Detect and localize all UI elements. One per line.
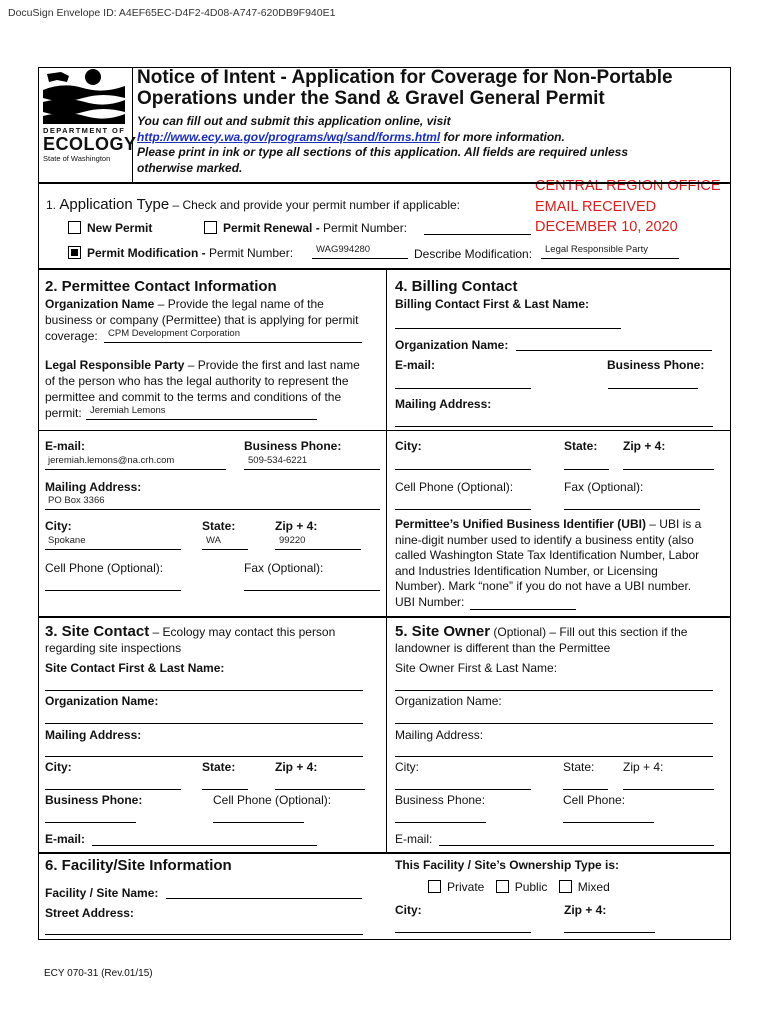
header-divider — [38, 182, 731, 184]
s3-desc2: regarding site inspections — [45, 641, 182, 655]
modification-option[interactable] — [68, 245, 293, 261]
s3-email-label: E-mail: — [45, 832, 86, 846]
s1-num: 1. — [46, 198, 57, 212]
public-checkbox[interactable] — [496, 880, 509, 893]
page-title — [137, 67, 727, 109]
s4-fax-field[interactable] — [564, 509, 700, 510]
s6-heading: 6. Facility/Site Information — [45, 857, 232, 874]
logo-state: State of Washington — [43, 154, 111, 163]
s2-email-field — [45, 469, 226, 470]
modification-permit-number-field — [312, 258, 408, 259]
s2-fax-label: Fax (Optional): — [244, 561, 324, 575]
renewal-checkbox[interactable] — [204, 221, 217, 234]
stamp-line-3: DECEMBER 10, 2020 — [535, 219, 678, 235]
s2-zip-label: Zip + 4: — [275, 519, 318, 533]
s5-org-label: Organization Name: — [395, 694, 502, 708]
s2-mail-value[interactable]: PO Box 3366 — [48, 495, 105, 506]
s2-lrp-desc2: of the person who has the legal authority to represent the — [45, 374, 349, 388]
s2-email-label: E-mail: — [45, 439, 86, 453]
s4-city-label: City: — [395, 439, 422, 453]
logo-dept: DEPARTMENT OF — [43, 126, 126, 135]
s2-lrp-desc4: permit: — [45, 406, 82, 420]
s4-phone-label: Business Phone: — [607, 358, 705, 372]
modification-label: Permit Modification - — [87, 246, 210, 260]
s4-state-field[interactable] — [564, 469, 609, 470]
s1-heading — [46, 196, 460, 213]
s3-phone-label: Business Phone: — [45, 793, 143, 807]
title-line-2: Operations under the Sand & Gravel General Permit — [137, 88, 605, 109]
s4-email-label: E-mail: — [395, 358, 436, 372]
s2-org-desc3: coverage: — [45, 329, 98, 343]
s2-email-value[interactable]: jeremiah.lemons@na.crh.com — [48, 455, 175, 466]
envelope-id: DocuSign Envelope ID: A4EF65EC-D4F2-4D08-A747-620DB9F940E1 — [8, 7, 336, 19]
s4-mail-label: Mailing Address: — [395, 397, 492, 411]
s5-name-field[interactable] — [395, 690, 713, 691]
s4-org-field[interactable] — [516, 350, 712, 351]
s3-zip-label: Zip + 4: — [275, 760, 318, 774]
renewal-option[interactable] — [204, 220, 407, 236]
s2-lrp-value[interactable]: Jeremiah Lemons — [90, 405, 166, 416]
ecology-logo-icon — [43, 68, 125, 124]
s2-lrp-field — [86, 419, 317, 420]
intro-line-1: You can fill out and submit this application online, visit — [137, 114, 451, 128]
stamp-line-1: CENTRAL REGION OFFICE — [535, 178, 721, 194]
s2-org-field — [104, 342, 362, 343]
renewal-permit-number-label: Permit Number: — [323, 221, 408, 235]
received-stamp — [535, 176, 721, 238]
s5-cell-label: Cell Phone: — [563, 793, 626, 807]
s5-org-field[interactable] — [395, 723, 713, 724]
s5-title: 5. Site Owner — [395, 623, 491, 640]
s5-mail-label: Mailing Address: — [395, 728, 484, 742]
s1-title: Application Type — [59, 196, 170, 213]
s5-phone-label: Business Phone: — [395, 793, 486, 807]
describe-mod-value[interactable]: Legal Responsible Party — [545, 244, 648, 255]
renewal-label: Permit Renewal - — [223, 221, 324, 235]
s2-fax-field[interactable] — [244, 590, 380, 591]
intro-line-2-suffix: for more information. — [440, 129, 565, 144]
s1-desc: – Check and provide your permit number if applicable: — [169, 198, 460, 212]
s3-org-field[interactable] — [45, 723, 363, 724]
s2-lrp-desc1: – Provide the first and last name — [184, 358, 360, 372]
s2-phone-value[interactable]: 509-534-6221 — [248, 455, 308, 466]
public-label: Public — [514, 880, 548, 894]
s3-heading — [45, 624, 381, 656]
s2-mail-label: Mailing Address: — [45, 480, 142, 494]
title-line-1: Notice of Intent - Application for Coverage for Non-Portable — [137, 67, 673, 88]
s2-city-field — [45, 549, 181, 550]
s2-cell-field[interactable] — [45, 590, 181, 591]
intro-line-4: otherwise marked. — [137, 160, 243, 175]
s2-org-desc1: – Provide the legal name of the — [154, 297, 324, 311]
modification-permit-number-value[interactable]: WAG994280 — [316, 244, 371, 255]
form-number-footer: ECY 070-31 (Rev.01/15) — [44, 968, 153, 979]
s6-city-field[interactable] — [395, 932, 531, 933]
s1-divider — [38, 268, 731, 270]
s3-state-label: State: — [202, 760, 236, 774]
s4-zip-field[interactable] — [623, 469, 714, 470]
ecology-logo — [43, 68, 137, 176]
s6-street-label: Street Address: — [45, 906, 134, 920]
s2-lrp-desc3: permittee and commit to the terms and conditions of the — [45, 390, 342, 404]
s5-city-label: City: — [395, 760, 419, 774]
s5-mail-field[interactable] — [395, 756, 713, 757]
s5-state-field[interactable] — [563, 789, 608, 790]
s5-desc2: landowner is different than the Permittee — [395, 641, 611, 655]
s6-city-label: City: — [395, 903, 422, 917]
s5-cell-field[interactable] — [563, 822, 654, 823]
s4-phone-field[interactable] — [608, 388, 698, 389]
s2-zip-value[interactable]: 99220 — [279, 535, 306, 546]
s3-city-field[interactable] — [45, 789, 181, 790]
s3-mail-field[interactable] — [45, 756, 363, 757]
s6-street-field[interactable] — [45, 934, 363, 935]
s5-email-field[interactable] — [439, 845, 714, 846]
s5-zip-field[interactable] — [623, 789, 714, 790]
s4-ubi-number-field[interactable] — [470, 609, 576, 610]
s3-bottom-divider — [38, 852, 731, 854]
s3-name-field[interactable] — [45, 690, 363, 691]
s5-state-label: State: — [563, 760, 595, 774]
new-permit-label: New Permit — [87, 221, 153, 235]
s2-state-label: State: — [202, 519, 236, 533]
mixed-checkbox[interactable] — [559, 880, 572, 893]
describe-mod-label: Describe Modification: — [414, 247, 533, 261]
s5-city-field[interactable] — [395, 789, 531, 790]
mixed-label: Mixed — [577, 880, 610, 894]
s4-ubi-desc1: – UBI is a — [645, 517, 702, 531]
s5-name-label: Site Owner First & Last Name: — [395, 661, 558, 675]
s6-ownership-label: This Facility / Site’s Ownership Type is: — [395, 858, 620, 872]
s3-state-field[interactable] — [202, 789, 248, 790]
intro-line-2 — [137, 130, 727, 146]
s2-bottom-divider — [38, 616, 731, 618]
s3-desc1: – Ecology may contact this person — [149, 625, 336, 639]
s2-org-value[interactable]: CPM Development Corporation — [108, 328, 241, 339]
s6-zip-field[interactable] — [564, 932, 655, 933]
s4-city-field[interactable] — [395, 469, 531, 470]
s2-org-label: Organization Name — [45, 297, 155, 311]
s4-ubi-number-label: UBI Number: — [395, 594, 465, 609]
private-label: Private — [447, 880, 485, 894]
private-checkbox[interactable] — [428, 880, 441, 893]
modification-checkbox[interactable] — [68, 246, 81, 259]
s2-cell-label: Cell Phone (Optional): — [45, 561, 164, 575]
s2-mid-divider — [38, 430, 731, 431]
s4-ubi-desc3: called Washington State Tax Identification Number, Labor — [395, 548, 700, 562]
s3-email-field[interactable] — [92, 845, 317, 846]
s3-title: 3. Site Contact — [45, 623, 150, 640]
s4-org-label: Organization Name: — [395, 338, 509, 352]
s4-mail-field[interactable] — [395, 426, 713, 427]
ownership-options — [428, 879, 610, 895]
s3-phone-field[interactable] — [45, 822, 136, 823]
new-permit-option[interactable] — [68, 220, 152, 236]
s2-city-label: City: — [45, 519, 72, 533]
s5-phone-field[interactable] — [395, 822, 486, 823]
s5-optional: (Optional) — [490, 625, 547, 639]
s2-phone-label: Business Phone: — [244, 439, 342, 453]
describe-mod-field — [541, 258, 679, 259]
renewal-permit-number-field[interactable] — [424, 234, 531, 235]
s4-fax-label: Fax (Optional): — [564, 480, 644, 494]
s3-name-label: Site Contact First & Last Name: — [45, 661, 225, 675]
s2-zip-field — [275, 549, 361, 550]
s6-name-field[interactable] — [166, 898, 362, 899]
s2-state-value[interactable]: WA — [206, 535, 221, 546]
logo-divider — [132, 67, 133, 183]
intro-text — [137, 114, 727, 176]
s4-cell-label: Cell Phone (Optional): — [395, 480, 514, 494]
intro-line-3: Please print in ink or type all sections of this application. All fields are required unless — [137, 145, 629, 159]
modification-permit-number-label: Permit Number: — [209, 246, 294, 260]
s3-cell-field[interactable] — [213, 822, 304, 823]
s6-zip-label: Zip + 4: — [564, 903, 607, 917]
s3-org-label: Organization Name: — [45, 694, 159, 708]
column-divider — [386, 268, 387, 853]
logo-name: ECOLOGY — [43, 134, 137, 154]
s2-mail-field — [45, 509, 380, 510]
s2-city-value[interactable]: Spokane — [48, 535, 86, 546]
s4-ubi-desc — [395, 517, 725, 610]
stamp-line-2: EMAIL RECEIVED — [535, 198, 657, 215]
s2-phone-field — [244, 469, 380, 470]
new-permit-checkbox[interactable] — [68, 221, 81, 234]
s2-org-desc2: business or company (Permittee) that is applying for permit — [45, 313, 359, 327]
s5-email-label: E-mail: — [395, 832, 433, 846]
s4-zip-label: Zip + 4: — [623, 439, 666, 453]
s4-name-label: Billing Contact First & Last Name: — [395, 297, 590, 311]
s3-cell-label: Cell Phone (Optional): — [213, 793, 332, 807]
s4-ubi-desc2: nine-digit number used to identify a business entity (also — [395, 532, 694, 547]
s6-name-label: Facility / Site Name: — [45, 886, 159, 900]
s2-heading: 2. Permittee Contact Information — [45, 278, 277, 295]
s2-state-field — [202, 549, 248, 550]
s3-mail-label: Mailing Address: — [45, 728, 142, 742]
forms-link[interactable]: http://www.ecy.wa.gov/programs/wq/sand/forms.html — [137, 129, 441, 144]
s4-email-field[interactable] — [395, 388, 531, 389]
s5-zip-label: Zip + 4: — [623, 760, 664, 774]
s4-cell-field[interactable] — [395, 509, 531, 510]
s3-zip-field[interactable] — [275, 789, 365, 790]
s2-lrp-label: Legal Responsible Party — [45, 358, 185, 372]
s4-ubi-desc4: and Industries Identification Number, or Licensing — [395, 563, 658, 578]
s4-state-label: State: — [564, 439, 598, 453]
s5-desc1: – Fill out this section if the — [546, 625, 688, 639]
s4-name-field[interactable] — [395, 328, 621, 329]
s4-ubi-label: Permittee’s Unified Business Identifier (UBI) — [395, 517, 646, 531]
s5-heading — [395, 624, 725, 656]
s4-ubi-desc5: Number). Mark “none” if you do not have a UBI number. — [395, 579, 692, 593]
s4-heading: 4. Billing Contact — [395, 278, 518, 295]
s3-city-label: City: — [45, 760, 72, 774]
